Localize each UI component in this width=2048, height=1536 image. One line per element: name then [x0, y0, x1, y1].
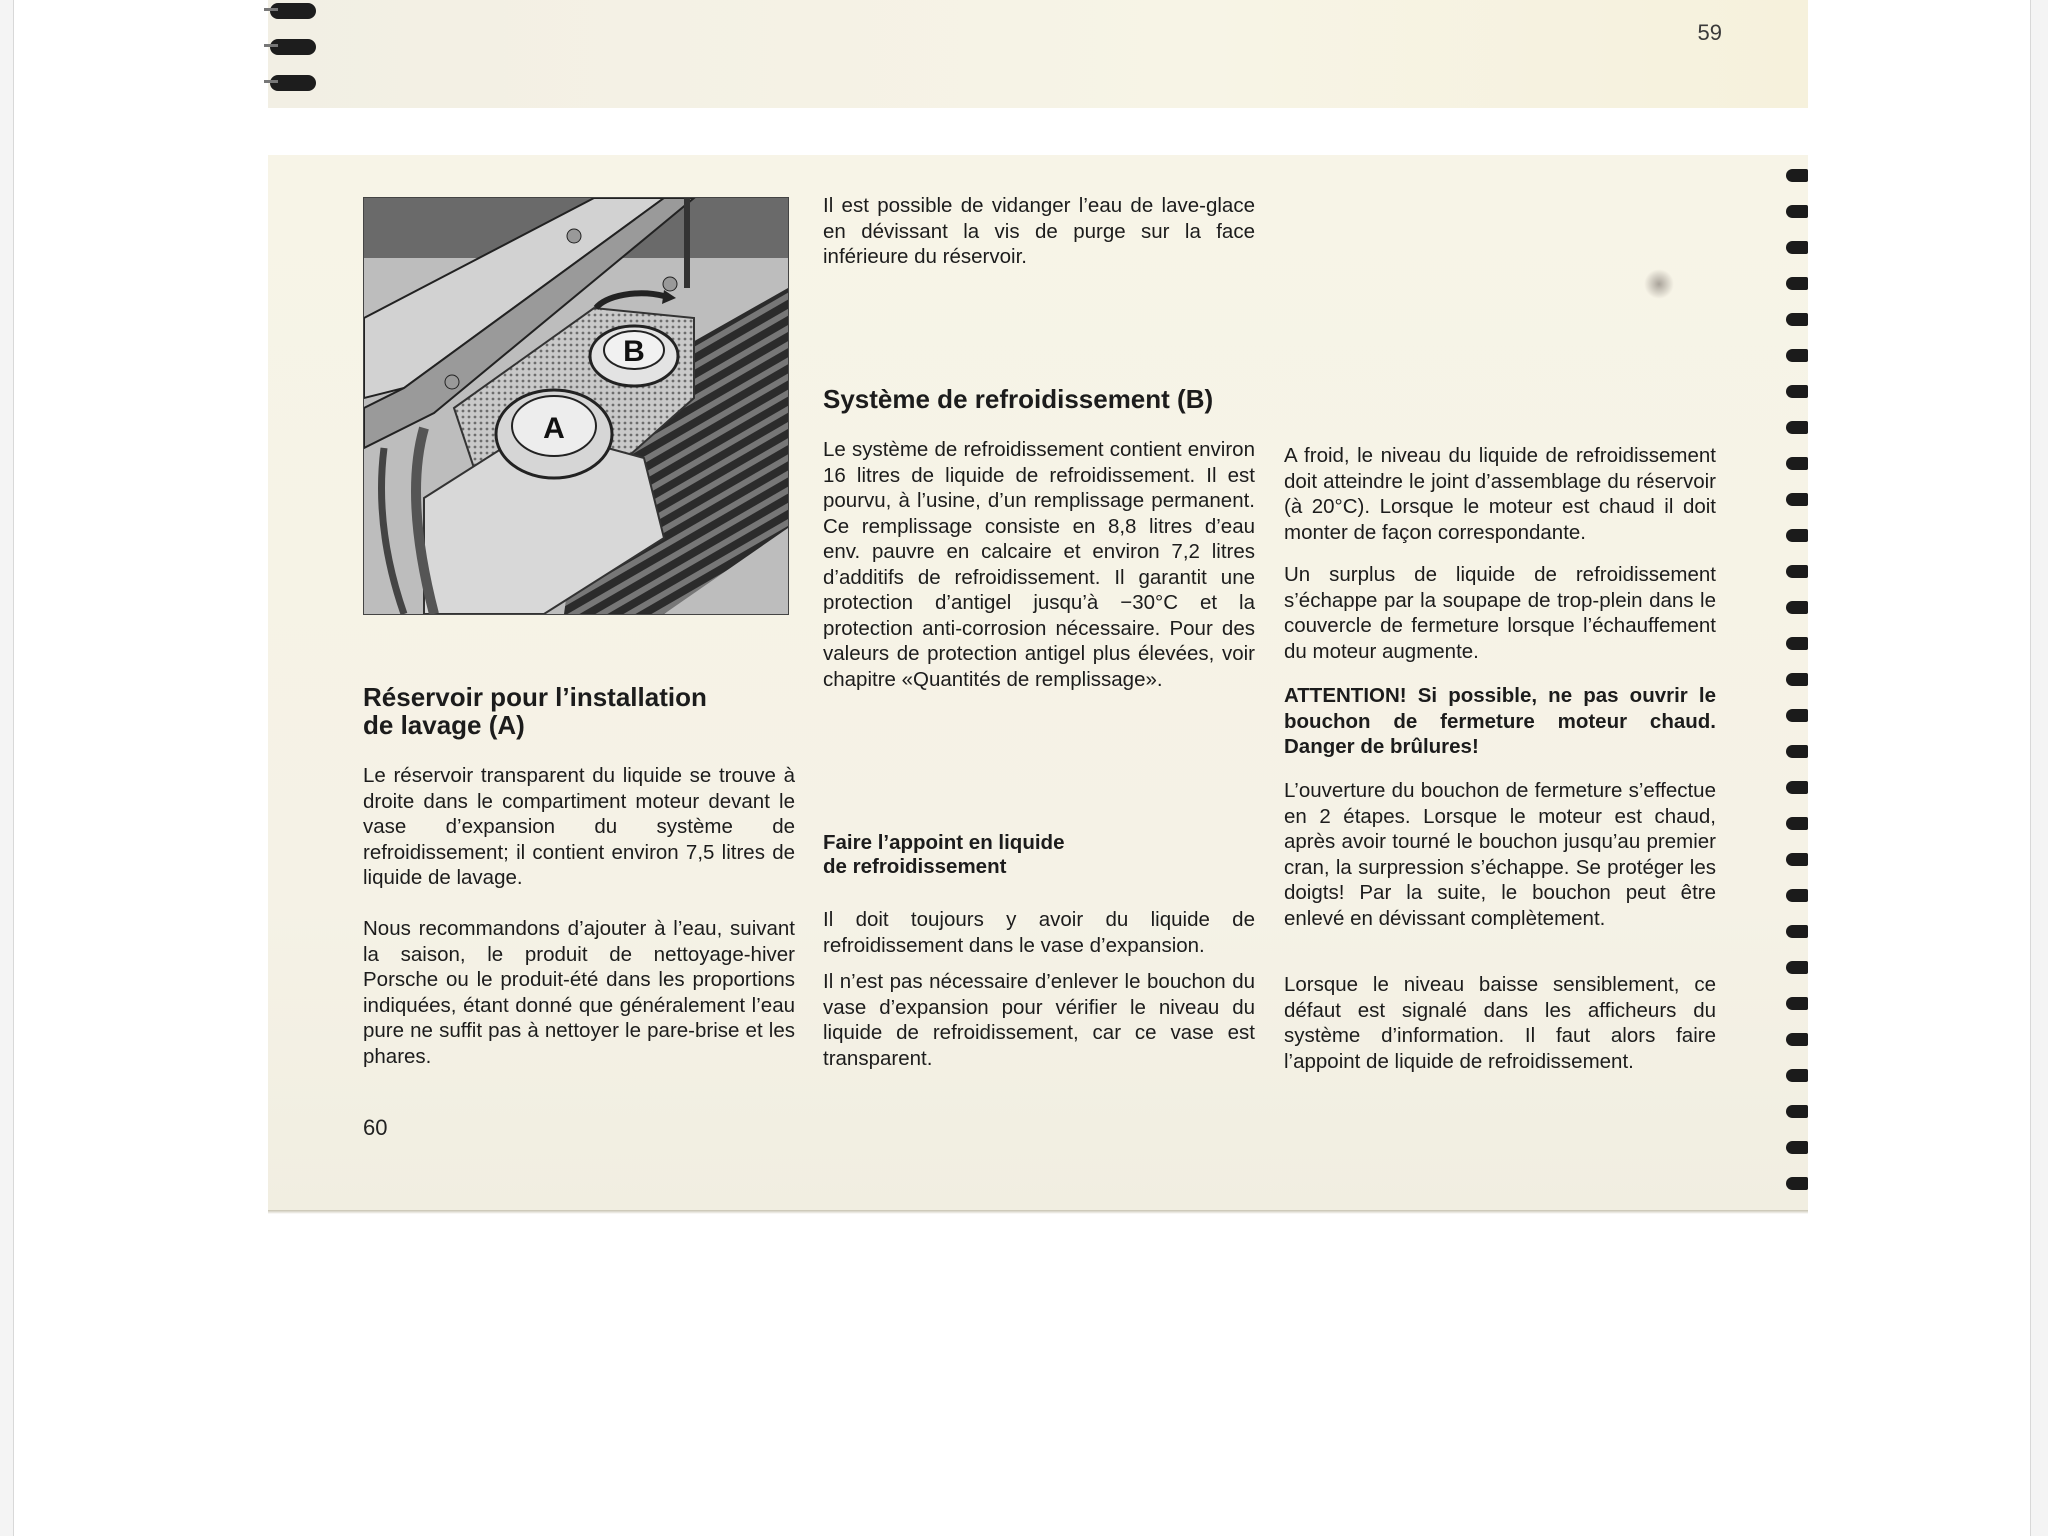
top-up-subheading-line2: de refroidissement: [823, 855, 1007, 878]
washer-paragraph-2-wrap: [363, 916, 795, 1069]
cooling-paragraph-3: Il n’est pas nécessaire d’enlever le bouchon du vase d’expansion pour vérifier le niveau du liquide de refroidissement, car ce vase est transparent.: [823, 970, 1255, 1070]
washer-heading-line2: de lavage (A): [363, 710, 525, 740]
drain-text-wrap: [823, 193, 1255, 270]
cooling-paragraph-1: Le système de refroidissement contient environ 16 litres de liquide de refroidissement. Il est pourvu, à l’usine, d’un remplissage permanent. Ce remplissage consiste en 8,8 litres d’eau env. pauvre en calcaire et environ 7,2 litres d’additifs de refroidissement. Il garantit une protection d’antigel jusqu’à −30°C et la protection anti-corrosion nécessaire. Pour des valeurs de protection antigel plus élevées, voir chapitre «Quantités de remplissage».: [823, 438, 1255, 691]
cooling-heading-wrap: [823, 385, 1255, 413]
overflow-paragraph: Un surplus de liquide de refroidissement s’échappe par la soupape de trop-plein dans le couvercle de fermeture lorsque l’échauffement du moteur augmente.: [1284, 563, 1716, 663]
cooling-heading: Système de refroidissement (B): [823, 384, 1214, 414]
cold-level-paragraph: A froid, le niveau du liquide de refroidissement doit atteindre le joint d’assemblage du réservoir (à 20°C). Lorsque le moteur est chaud il doit monter de façon correspondante.: [1284, 444, 1716, 544]
cooling-paragraph-1-wrap: [823, 437, 1255, 692]
document-viewer-sheet: [14, 0, 2030, 1536]
binding-ring: [1786, 205, 1808, 218]
binding-ring: [1786, 1177, 1808, 1190]
washer-paragraph-1: Le réservoir transparent du liquide se trouve à droite dans le compartiment moteur devant le vase d’expansion du système de refroidissement; il contient environ 7,5 litres de liquide de lavage.: [363, 764, 795, 889]
binding-ring: [1786, 1033, 1808, 1046]
col3-paragraph-1-wrap: [1284, 443, 1716, 545]
page-number: 60: [363, 1115, 388, 1140]
binding-ring: [1786, 385, 1808, 398]
binding-ring: [1786, 565, 1808, 578]
binding-ring: [1786, 745, 1808, 758]
binding-ring: [1786, 457, 1808, 470]
cooling-paragraph-2-wrap: [823, 907, 1255, 958]
paper-smudge: [1644, 269, 1674, 299]
binding-ring: [1786, 169, 1808, 182]
page-bottom-edge: [268, 1210, 1808, 1214]
label-a: A: [543, 412, 565, 445]
low-level-paragraph: Lorsque le niveau baisse sensiblement, ce défaut est signalé dans les afficheurs du système d’information. Il faut alors faire l’appoint de liquide de refroidissement.: [1284, 973, 1716, 1073]
previous-page-strip: [268, 0, 1808, 108]
binding-ring: [1786, 241, 1808, 254]
warning-wrap: [1284, 683, 1716, 760]
binding-ring: [1786, 637, 1808, 650]
binding-ring: [1786, 997, 1808, 1010]
binding-ring: [1786, 493, 1808, 506]
top-up-subheading-wrap: [823, 831, 1255, 879]
binding-rings-right: [1786, 169, 1808, 1209]
binding-ring: [1786, 349, 1808, 362]
binding-ring: [1786, 817, 1808, 830]
cooling-paragraph-3-wrap: [823, 969, 1255, 1071]
binding-ring: [1786, 1141, 1808, 1154]
cooling-paragraph-2: Il doit toujours y avoir du liquide de refroidissement dans le vase d’expansion.: [823, 908, 1255, 957]
binding-ring: [1786, 1069, 1808, 1082]
previous-page-number: 59: [1697, 20, 1722, 45]
binding-ring: [1786, 961, 1808, 974]
binding-ring: [1786, 781, 1808, 794]
binding-ring: [1786, 601, 1808, 614]
binding-ring: [1786, 529, 1808, 542]
burn-warning: ATTENTION! Si possible, ne pas ouvrir le bouchon de fermeture moteur chaud. Danger de brûlures!: [1284, 684, 1716, 758]
col3-paragraph-2-wrap: [1284, 562, 1716, 664]
binding-ring: [1786, 889, 1808, 902]
binding-ring: [1786, 421, 1808, 434]
binding-ring: [1786, 277, 1808, 290]
binding-ring: [1786, 925, 1808, 938]
col3-paragraph-3-wrap: [1284, 778, 1716, 931]
washer-paragraph-2: Nous recommandons d’ajouter à l’eau, suivant la saison, le produit de nettoyage-hiver Porsche ou le produit-été dans les proportions indiquées, étant donné que généralement l’eau pure ne suffit pas à nettoyer le pare-brise et les phares.: [363, 917, 795, 1068]
label-b: B: [623, 335, 645, 368]
binding-ring: [1786, 1105, 1808, 1118]
washer-reservoir-section: [363, 683, 795, 739]
washer-heading-line1: Réservoir pour l’installation: [363, 682, 707, 712]
engine-compartment-illustration: [363, 197, 789, 615]
cap-opening-paragraph: L’ouverture du bouchon de fermeture s’effectue en 2 étapes. Lorsque le moteur est chaud, après avoir tourné le bouchon jusqu’au premier cran, la surpression s’échappe. Se protéger les doigts! Par la suite, le bouchon peut être enlevé en dévissant complètement.: [1284, 779, 1716, 930]
binding-ring: [1786, 313, 1808, 326]
top-up-subheading-line1: Faire l’appoint en liquide: [823, 831, 1065, 854]
col3-paragraph-4-wrap: [1284, 972, 1716, 1074]
binding-ring: [1786, 673, 1808, 686]
binding-rings-top: [268, 0, 318, 108]
binding-ring: [1786, 853, 1808, 866]
drain-text: Il est possible de vidanger l’eau de lave-glace en dévissant la vis de purge sur la face inférieure du réservoir.: [823, 194, 1255, 268]
washer-paragraph-1-wrap: [363, 763, 795, 891]
binding-ring: [1786, 709, 1808, 722]
manual-page: [268, 155, 1808, 1213]
